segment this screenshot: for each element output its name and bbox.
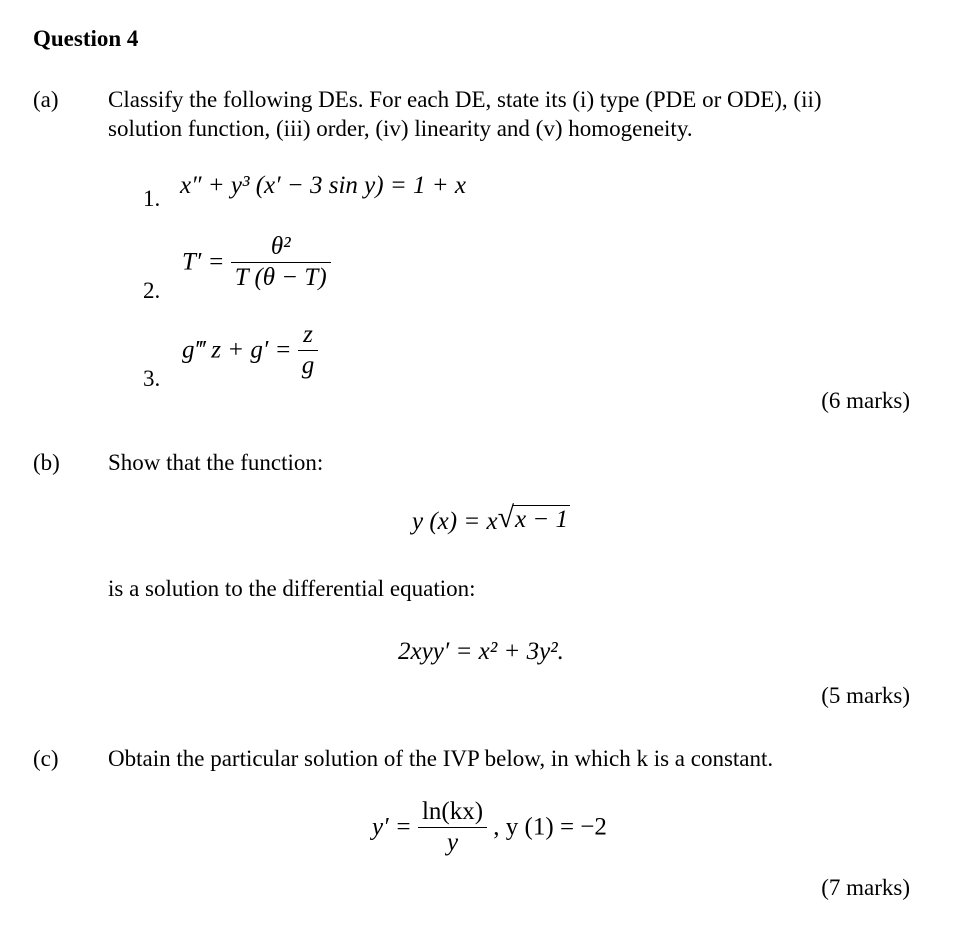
part-c-marks: (7 marks) — [821, 875, 910, 900]
equation-2-lhs: T′ = — [182, 248, 225, 276]
equation-3-denominator: g — [301, 352, 315, 380]
ivp-condition: , y (1) = −2 — [493, 813, 607, 841]
item-2-number: 2. — [143, 278, 161, 303]
equation-2-fraction — [231, 232, 331, 293]
equation-2-denominator: T (θ − T) — [234, 264, 327, 292]
ivp-lhs: y′ = — [372, 813, 412, 841]
question-title: Question 4 — [33, 26, 139, 51]
function-equation — [412, 501, 570, 536]
ivp-equation — [372, 797, 607, 858]
equation-3 — [182, 320, 318, 381]
part-a-label: (a) — [33, 87, 59, 112]
radical-sign: √ — [497, 501, 515, 534]
equation-3-numerator: z — [303, 321, 313, 348]
part-b-middle: is a solution to the differential equation: — [108, 576, 476, 601]
equation-2-numerator: θ² — [270, 233, 291, 260]
equation-2 — [182, 232, 331, 293]
part-b-intro: Show that the function: — [108, 450, 324, 475]
item-3-number: 3. — [143, 366, 161, 391]
function-radicand: x − 1 — [515, 506, 568, 533]
part-b-label: (b) — [33, 450, 60, 475]
ivp-fraction — [418, 797, 487, 858]
part-c-label: (c) — [33, 746, 59, 771]
ivp-denominator: y — [446, 829, 459, 857]
equation-1: x″ + y³ (x′ − 3 sin y) = 1 + x — [180, 172, 466, 199]
part-b-marks: (5 marks) — [821, 683, 910, 708]
part-a-marks: (6 marks) — [821, 388, 910, 413]
part-a-line1: Classify the following DEs. For each DE, state its (i) type (PDE or ODE), (ii) — [108, 87, 822, 112]
differential-equation: 2xyy′ = x² + 3y². — [398, 638, 564, 665]
function-lhs: y (x) = x — [412, 508, 498, 535]
part-a-line2: solution function, (iii) order, (iv) linearity and (v) homogeneity. — [108, 116, 693, 141]
item-1-number: 1. — [143, 186, 161, 211]
part-c-text: Obtain the particular solution of the IVP below, in which k is a constant. — [108, 746, 774, 771]
equation-3-lhs: g‴ z + g′ = — [182, 336, 292, 364]
square-root — [497, 501, 570, 535]
equation-3-fraction — [298, 320, 319, 381]
ivp-numerator: ln(kx) — [421, 798, 484, 825]
